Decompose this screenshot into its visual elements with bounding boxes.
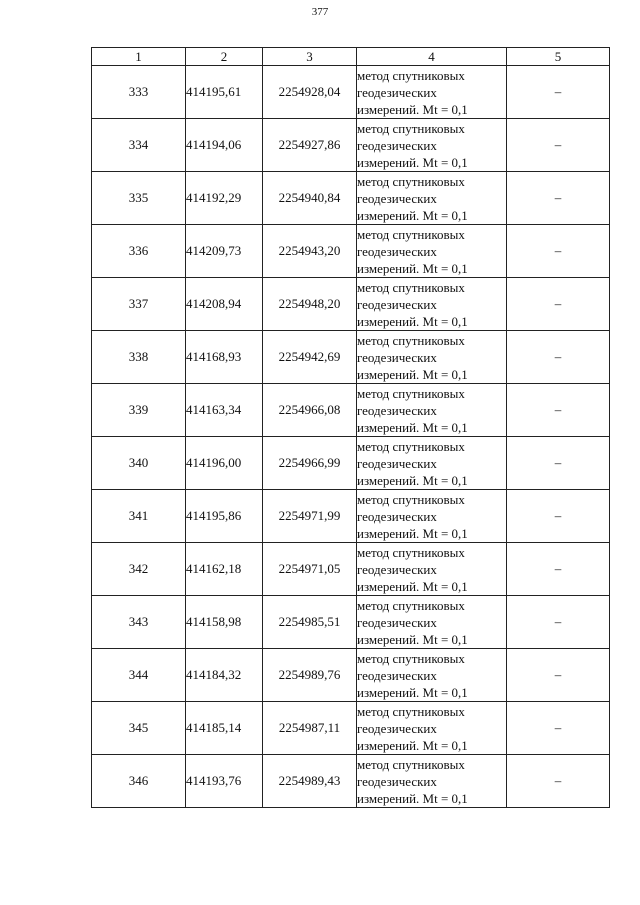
cell-x-coordinate: 414193,76 xyxy=(186,755,263,808)
cell-y-coordinate: 2254971,99 xyxy=(263,490,357,543)
cell-note: – xyxy=(507,755,610,808)
table-row xyxy=(92,649,610,702)
cell-point-number: 333 xyxy=(92,66,186,119)
cell-method: метод спутниковых геодезических измерений. Mt = 0,1 xyxy=(357,225,507,278)
cell-method: метод спутниковых геодезических измерений. Mt = 0,1 xyxy=(357,331,507,384)
cell-point-number: 337 xyxy=(92,278,186,331)
cell-note: – xyxy=(507,543,610,596)
table-row xyxy=(92,119,610,172)
cell-point-number: 334 xyxy=(92,119,186,172)
cell-note: – xyxy=(507,702,610,755)
header-col-3: 3 xyxy=(263,48,357,66)
table-header-row xyxy=(92,48,610,66)
table-row xyxy=(92,490,610,543)
cell-x-coordinate: 414184,32 xyxy=(186,649,263,702)
cell-method: метод спутниковых геодезических измерений. Mt = 0,1 xyxy=(357,119,507,172)
cell-point-number: 344 xyxy=(92,649,186,702)
cell-x-coordinate: 414192,29 xyxy=(186,172,263,225)
cell-method: метод спутниковых геодезических измерений. Mt = 0,1 xyxy=(357,543,507,596)
cell-point-number: 346 xyxy=(92,755,186,808)
table-row xyxy=(92,66,610,119)
header-col-1: 1 xyxy=(92,48,186,66)
cell-x-coordinate: 414196,00 xyxy=(186,437,263,490)
cell-x-coordinate: 414168,93 xyxy=(186,331,263,384)
cell-method: метод спутниковых геодезических измерений. Mt = 0,1 xyxy=(357,702,507,755)
table-row xyxy=(92,702,610,755)
cell-x-coordinate: 414208,94 xyxy=(186,278,263,331)
cell-note: – xyxy=(507,225,610,278)
cell-point-number: 345 xyxy=(92,702,186,755)
table-row xyxy=(92,278,610,331)
cell-method: метод спутниковых геодезических измерений. Mt = 0,1 xyxy=(357,278,507,331)
cell-point-number: 338 xyxy=(92,331,186,384)
cell-method: метод спутниковых геодезических измерений. Mt = 0,1 xyxy=(357,490,507,543)
header-col-2: 2 xyxy=(186,48,263,66)
cell-y-coordinate: 2254985,51 xyxy=(263,596,357,649)
cell-x-coordinate: 414209,73 xyxy=(186,225,263,278)
cell-x-coordinate: 414194,06 xyxy=(186,119,263,172)
cell-y-coordinate: 2254966,08 xyxy=(263,384,357,437)
cell-x-coordinate: 414195,61 xyxy=(186,66,263,119)
cell-method: метод спутниковых геодезических измерений. Mt = 0,1 xyxy=(357,172,507,225)
cell-note: – xyxy=(507,384,610,437)
cell-method: метод спутниковых геодезических измерений. Mt = 0,1 xyxy=(357,66,507,119)
cell-y-coordinate: 2254942,69 xyxy=(263,331,357,384)
cell-y-coordinate: 2254989,76 xyxy=(263,649,357,702)
table-row xyxy=(92,755,610,808)
cell-y-coordinate: 2254966,99 xyxy=(263,437,357,490)
cell-y-coordinate: 2254943,20 xyxy=(263,225,357,278)
cell-x-coordinate: 414185,14 xyxy=(186,702,263,755)
cell-note: – xyxy=(507,437,610,490)
cell-x-coordinate: 414158,98 xyxy=(186,596,263,649)
table-body xyxy=(92,66,610,808)
cell-point-number: 339 xyxy=(92,384,186,437)
cell-method: метод спутниковых геодезических измерений. Mt = 0,1 xyxy=(357,649,507,702)
cell-y-coordinate: 2254928,04 xyxy=(263,66,357,119)
cell-y-coordinate: 2254987,11 xyxy=(263,702,357,755)
cell-x-coordinate: 414163,34 xyxy=(186,384,263,437)
cell-point-number: 341 xyxy=(92,490,186,543)
table-row xyxy=(92,225,610,278)
cell-note: – xyxy=(507,172,610,225)
cell-note: – xyxy=(507,649,610,702)
cell-note: – xyxy=(507,490,610,543)
header-col-4: 4 xyxy=(357,48,507,66)
cell-note: – xyxy=(507,596,610,649)
table-row xyxy=(92,331,610,384)
cell-method: метод спутниковых геодезических измерений. Mt = 0,1 xyxy=(357,755,507,808)
cell-point-number: 336 xyxy=(92,225,186,278)
cell-method: метод спутниковых геодезических измерений. Mt = 0,1 xyxy=(357,437,507,490)
header-col-5: 5 xyxy=(507,48,610,66)
cell-x-coordinate: 414162,18 xyxy=(186,543,263,596)
cell-x-coordinate: 414195,86 xyxy=(186,490,263,543)
page-number: 377 xyxy=(311,6,329,18)
cell-y-coordinate: 2254989,43 xyxy=(263,755,357,808)
cell-note: – xyxy=(507,66,610,119)
table-row xyxy=(92,384,610,437)
coordinates-table xyxy=(91,47,610,808)
table-row xyxy=(92,437,610,490)
cell-y-coordinate: 2254927,86 xyxy=(263,119,357,172)
cell-point-number: 335 xyxy=(92,172,186,225)
cell-y-coordinate: 2254940,84 xyxy=(263,172,357,225)
cell-point-number: 343 xyxy=(92,596,186,649)
table-row xyxy=(92,543,610,596)
cell-method: метод спутниковых геодезических измерений. Mt = 0,1 xyxy=(357,596,507,649)
cell-point-number: 340 xyxy=(92,437,186,490)
cell-method: метод спутниковых геодезических измерений. Mt = 0,1 xyxy=(357,384,507,437)
cell-point-number: 342 xyxy=(92,543,186,596)
cell-note: – xyxy=(507,278,610,331)
cell-y-coordinate: 2254948,20 xyxy=(263,278,357,331)
cell-y-coordinate: 2254971,05 xyxy=(263,543,357,596)
cell-note: – xyxy=(507,119,610,172)
cell-note: – xyxy=(507,331,610,384)
table-row xyxy=(92,172,610,225)
table-row xyxy=(92,596,610,649)
